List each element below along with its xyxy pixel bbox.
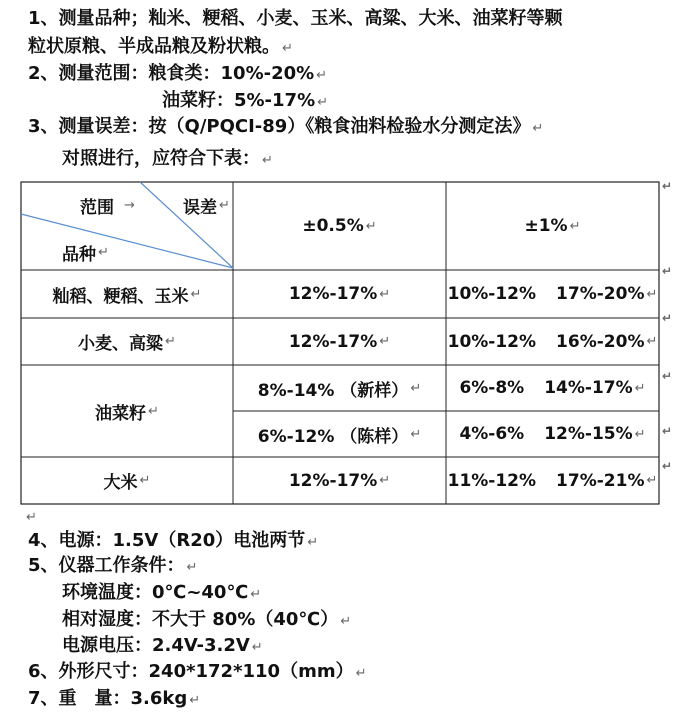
- diagonal-line-2: [21, 214, 233, 268]
- row-2-c2: 10%-12% 16%-20% ↵: [447, 331, 658, 352]
- row-5-c2: 11%-12% 17%-21% ↵: [447, 470, 658, 491]
- paragraph-mark: ↵: [139, 473, 151, 488]
- para-2-text-2: 油菜籽：5%-17%: [162, 90, 316, 111]
- paragraph-mark: ↵: [251, 640, 263, 655]
- row-2-name: 小麦、高粱 ↵: [78, 334, 176, 354]
- cell-mark-6: ↵: [662, 459, 673, 473]
- paragraph-mark: ↵: [355, 666, 367, 681]
- paragraph-mark: ↵: [189, 693, 201, 708]
- spec-5a: 环境温度：0℃~40℃ ↵: [62, 582, 262, 603]
- row-5-name: 大米 ↵: [103, 473, 151, 493]
- row-3-name: 油菜籽 ↵: [95, 403, 159, 424]
- paragraph-mark: ↵: [646, 473, 658, 488]
- paragraph-mark: ↵: [98, 245, 109, 260]
- paragraph-mark: ↵: [262, 153, 273, 168]
- spec-5c: 电源电压：2.4V-3.2V ↵: [62, 635, 263, 656]
- paragraph-mark: ↵: [317, 95, 329, 110]
- paragraph-mark: ↵: [410, 380, 422, 396]
- paragraph-mark: ↵: [634, 426, 646, 442]
- paragraph-mark: ↵: [410, 426, 422, 442]
- header-range: 范围 →: [80, 198, 135, 218]
- paragraph-mark: ↵: [379, 473, 391, 488]
- tab-arrow: →: [124, 198, 135, 213]
- paragraph-mark: ↵: [148, 403, 159, 419]
- paragraph-mark: ↵: [646, 334, 658, 349]
- row-1-c1: 12%-17% ↵: [288, 284, 391, 304]
- paragraph-mark: ↵: [379, 286, 391, 302]
- cell-mark-5: ↵: [662, 424, 673, 438]
- paragraph-mark: ↵: [219, 198, 230, 213]
- para-2-text: 2、测量范围：粮食类：10%-20%: [28, 63, 315, 84]
- paragraph-mark: ↵: [532, 121, 544, 136]
- row-3-c1: 8%-14% （新样） ↵: [257, 380, 422, 401]
- row-1-c2: 10%-12% 17%-20% ↵: [447, 284, 658, 304]
- spec-5b: 相对湿度：不大于 80%（40℃） ↵: [62, 609, 352, 630]
- row-4-c1: 6%-12% （陈样） ↵: [257, 426, 422, 447]
- row-3-c2: 6%-8% 14%-17% ↵: [459, 378, 646, 398]
- cell-mark-2: ↵: [662, 264, 673, 278]
- header-error: 误差 ↵: [183, 198, 230, 218]
- para-1-text: 1、测量品种；籼米、粳稻、小麦、玉米、高粱、大米、油菜籽等颗: [28, 8, 563, 29]
- header-col2: ±1% ↵: [524, 216, 581, 236]
- paragraph-mark: ↵: [165, 334, 176, 349]
- spec-6: 6、外形尺寸：240*172*110（mm） ↵: [28, 661, 367, 682]
- header-variety: 品种 ↵: [62, 245, 109, 265]
- empty-paragraph: [24, 505, 37, 529]
- row-1-name: 籼稻、粳稻、玉米 ↵: [52, 286, 202, 307]
- paragraph-mark: ↵: [190, 286, 202, 302]
- paragraph-mark: ↵: [340, 614, 352, 629]
- paragraph-mark: ↵: [250, 587, 262, 602]
- paragraph-mark: ↵: [186, 560, 198, 575]
- header-col1: ±0.5% ↵: [302, 216, 377, 236]
- paragraph-mark: ↵: [282, 41, 293, 56]
- para-3-text-2: 对照进行，应符合下表：: [62, 148, 260, 169]
- cell-mark-1: ↵: [662, 179, 673, 193]
- row-4-c2: 4%-6% 12%-15% ↵: [459, 424, 646, 444]
- paragraph-mark: ↵: [26, 510, 37, 525]
- paragraph-mark: ↵: [307, 535, 319, 550]
- spec-7: 7、重 量：3.6kg ↵: [28, 688, 201, 709]
- cell-mark-4: ↵: [662, 369, 673, 383]
- para-3-text: 3、测量误差：按（Q/PQCI-89）《粮食油料检验水分测定法》: [28, 116, 531, 137]
- paragraph-mark: ↵: [379, 334, 391, 349]
- row-5-c1: 12%-17% ↵: [288, 470, 391, 491]
- paragraph-mark: ↵: [365, 218, 377, 234]
- cell-mark-3: ↵: [662, 311, 673, 325]
- paragraph-mark: ↵: [634, 380, 646, 396]
- paragraph-mark: ↵: [646, 286, 658, 302]
- spec-4: 4、电源：1.5V（R20）电池两节 ↵: [28, 530, 319, 551]
- paragraph-mark: ↵: [316, 68, 328, 83]
- row-2-c1: 12%-17% ↵: [288, 331, 391, 352]
- para-1-text-2: 粒状原粮、半成品粮及粉状粮。: [28, 36, 280, 57]
- paragraph-mark: ↵: [569, 218, 581, 234]
- spec-5: 5、仪器工作条件： ↵: [28, 555, 198, 576]
